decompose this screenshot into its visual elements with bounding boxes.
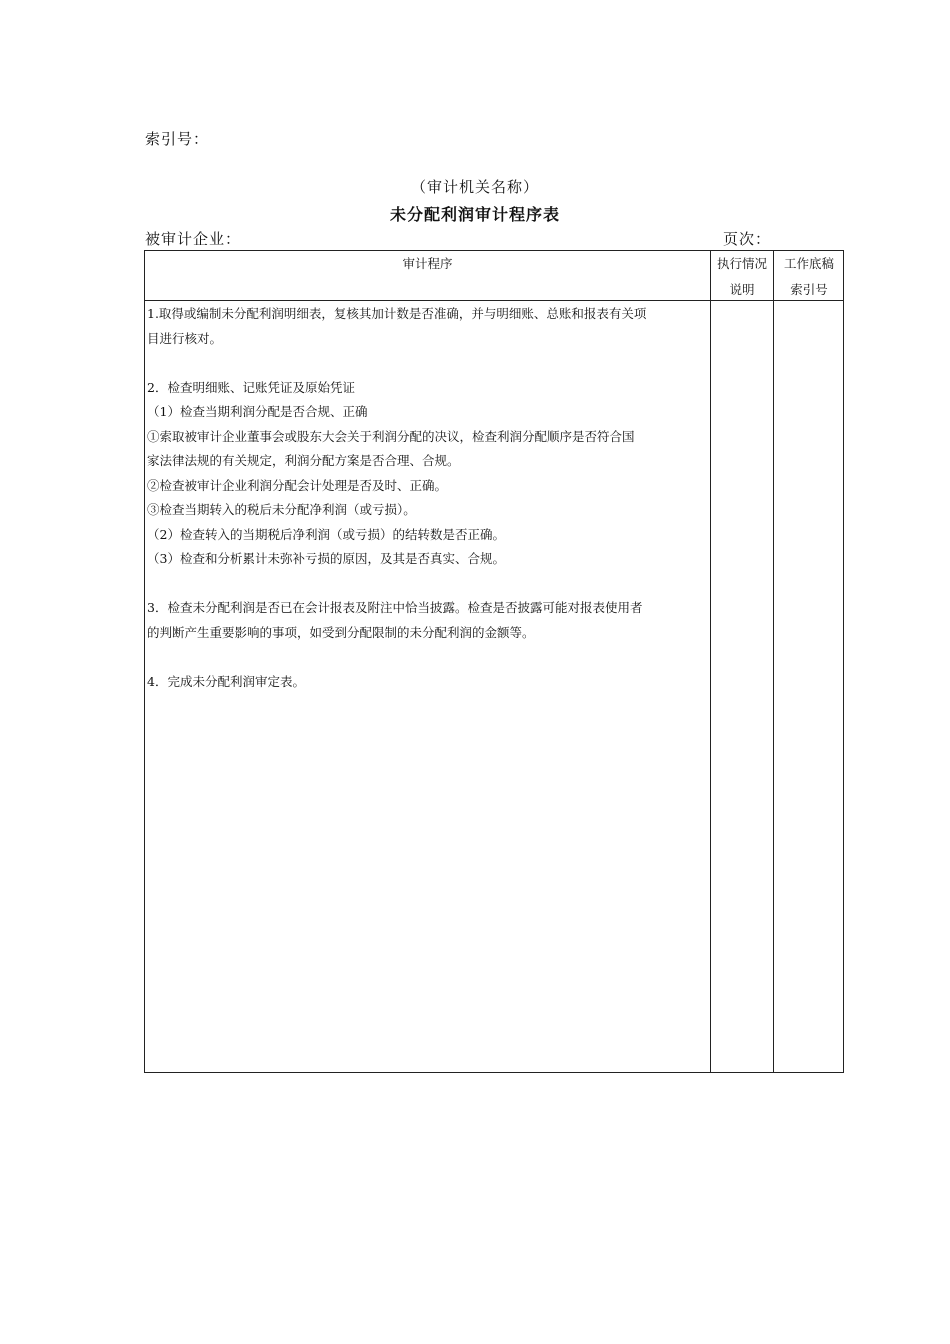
column-header-reference-line1: 工作底稿 bbox=[783, 256, 834, 271]
column-header-reference bbox=[774, 251, 844, 300]
page-number-label: 页次： bbox=[723, 230, 772, 248]
procedure-line: ②检查被审计企业利润分配会计处理是否及时、正确。 bbox=[147, 477, 448, 493]
audited-company-label: 被审计企业： bbox=[145, 230, 242, 248]
procedure-line: 1.取得或编制未分配利润明细表，复核其加计数是否准确，并与明细账、总账和报表有关项 bbox=[147, 306, 647, 321]
procedure-text-cell bbox=[147, 302, 709, 694]
index-number-label: 索引号： bbox=[145, 130, 210, 148]
document-title: 未分配利润审计程序表 bbox=[389, 205, 560, 224]
procedure-line: （2）检查转入的当期税后净利润（或亏损）的结转数是否正确。 bbox=[147, 526, 505, 542]
procedure-line: ①索取被审计企业董事会或股东大会关于利润分配的决议，检查利润分配顺序是否符合国 bbox=[147, 428, 635, 444]
column-header-execution-line2: 说明 bbox=[729, 282, 755, 297]
audit-agency-name: （审计机关名称） bbox=[410, 178, 539, 196]
column-header-execution-line1: 执行情况 bbox=[716, 256, 767, 271]
procedure-line: ③检查当期转入的税后未分配净利润（或亏损）。 bbox=[147, 502, 416, 517]
column-divider bbox=[773, 251, 774, 1072]
procedure-line: 2．检查明细账、记账凭证及原始凭证 bbox=[147, 379, 355, 395]
column-header-reference-line2: 索引号 bbox=[790, 282, 828, 297]
blank-line bbox=[147, 572, 709, 597]
procedure-line: 目进行核对。 bbox=[147, 330, 223, 346]
column-header-procedure bbox=[145, 251, 710, 301]
blank-line bbox=[147, 351, 709, 376]
procedure-line: （3）检查和分析累计未弥补亏损的原因，及其是否真实、合规。 bbox=[147, 551, 505, 566]
procedure-line: 3．检查未分配利润是否已在会计报表及附注中恰当披露。检查是否披露可能对报表使用者 bbox=[147, 600, 643, 615]
audit-procedure-table bbox=[144, 250, 844, 1073]
procedure-line: 4．完成未分配利润审定表。 bbox=[147, 673, 305, 689]
procedure-line: （1）检查当期利润分配是否合规、正确 bbox=[147, 404, 368, 419]
column-divider bbox=[710, 251, 711, 1072]
procedure-line: 家法律法规的有关规定，利润分配方案是否合理、合规。 bbox=[147, 453, 460, 468]
procedure-line: 的判断产生重要影响的事项，如受到分配限制的未分配利润的金额等。 bbox=[147, 624, 535, 640]
column-header-execution bbox=[711, 251, 773, 300]
column-header-procedure-label: 审计程序 bbox=[402, 256, 453, 271]
blank-line bbox=[147, 645, 709, 670]
